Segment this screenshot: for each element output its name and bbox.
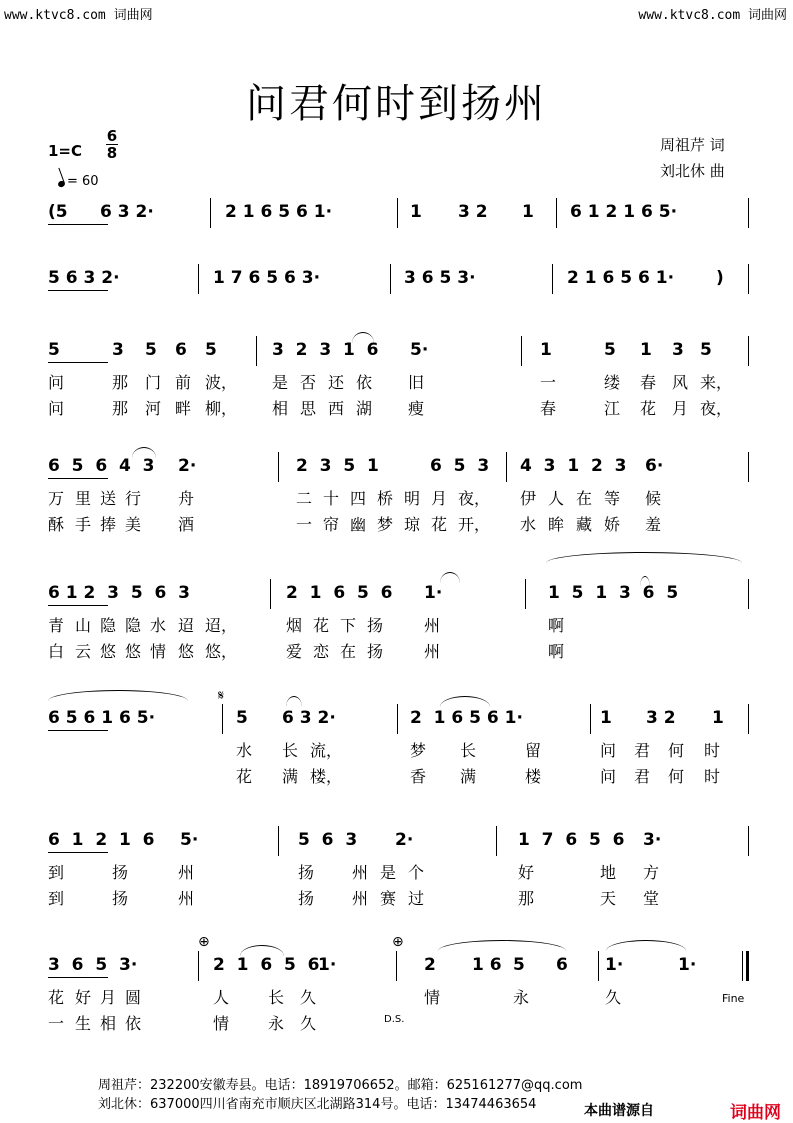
slur-arc: [546, 552, 742, 563]
barline: [552, 264, 553, 294]
notation-row: [48, 202, 748, 232]
barline: [748, 826, 749, 856]
lyric-syllable: 里: [75, 489, 92, 508]
notation-row: [48, 583, 748, 613]
lyric-syllable: 好: [518, 863, 535, 882]
lyric-syllable: 前: [175, 373, 192, 392]
barline: [748, 336, 749, 366]
lyric-syllable: 白: [48, 642, 65, 661]
barline: [278, 826, 279, 856]
note-group: 6 5 6 4 3: [48, 456, 155, 476]
barline: [256, 336, 257, 366]
lyric-syllable: 问: [48, 373, 65, 392]
note-group: 2 1 6 5 6: [286, 583, 393, 603]
note-group: 1: [712, 708, 724, 728]
barline: [397, 704, 398, 734]
lyric-syllable: 明: [404, 489, 421, 508]
lyric-syllable: 烟: [286, 616, 303, 635]
lyric-syllable: 迢，: [205, 616, 238, 635]
barline: [506, 452, 507, 482]
barline: [496, 826, 497, 856]
lyric-syllable: 否: [300, 373, 317, 392]
lyric-syllable: 长: [460, 741, 477, 760]
time-signature: [106, 128, 118, 161]
note-group: 3: [112, 340, 124, 360]
lyric-syllable: 楼: [525, 767, 542, 786]
lyric-syllable: 悠，: [205, 642, 238, 661]
barline: [556, 198, 557, 228]
notation-row: [48, 268, 748, 298]
lyric-syllable: 君: [634, 767, 651, 786]
lyric-syllable: 扬: [367, 616, 384, 635]
note-group: 1 7 6 5 6: [518, 830, 625, 850]
lyric-syllable: 问: [600, 741, 617, 760]
lyric-syllable: 问: [48, 399, 65, 418]
lyric-syllable: 江: [604, 399, 621, 418]
note-group: 6·: [645, 456, 664, 476]
note-group: 2 1 6 5 6 1·: [410, 708, 523, 728]
lyric-syllable: 月: [100, 988, 117, 1007]
note-group: 6 1 2 3 5 6 3: [48, 583, 190, 603]
barline: [748, 704, 749, 734]
lyric-syllable: 那: [518, 889, 535, 908]
footer-line-composer: 刘北休：637000四川省南充市顺庆区北湖路314号。电话：13474463654: [98, 1097, 537, 1112]
note-group: 5: [205, 340, 217, 360]
note-group: 6: [175, 340, 187, 360]
note-group: 1·: [605, 955, 624, 975]
lyric-syllable: 月: [672, 399, 689, 418]
slur-arc: [352, 332, 374, 343]
slur-arc: [438, 940, 566, 951]
lyric-syllable: 生: [75, 1014, 92, 1033]
lyric-syllable: 悠: [125, 642, 142, 661]
slur-arc: [440, 572, 460, 583]
barline: [210, 198, 211, 228]
lyric-syllable: 香: [410, 767, 427, 786]
beam-line: [48, 478, 108, 479]
beam-line: [48, 852, 108, 853]
note-group: 6 3 2·: [100, 202, 154, 222]
lyric-syllable: 留: [525, 741, 542, 760]
segno-icon: 𝄋: [218, 688, 225, 704]
lyric-syllable: 久: [300, 1014, 317, 1033]
notation-row: [48, 456, 748, 486]
note-group: 2 1 6 5 6 1·: [567, 268, 675, 288]
lyric-syllable: 君: [634, 741, 651, 760]
note-group: 6 5 6 1 6 5·: [48, 708, 156, 728]
lyric-syllable: 扬: [112, 889, 129, 908]
lyric-syllable: 美: [125, 515, 142, 534]
lyric-syllable: 情: [424, 988, 441, 1007]
lyric-syllable: 畔: [175, 399, 192, 418]
final-barline: [746, 951, 749, 981]
lyric-syllable: 旧: [408, 373, 425, 392]
note-group: 1: [600, 708, 612, 728]
lyric-syllable: 青: [48, 616, 65, 635]
lyricist-credit: 周祖芹 词: [660, 136, 725, 154]
lyric-syllable: 春: [540, 399, 557, 418]
slur-arc: [240, 945, 284, 956]
source-label: 本曲谱源自: [584, 1103, 654, 1119]
note-group: 5: [145, 340, 157, 360]
lyric-syllable: 是: [272, 373, 289, 392]
barline: [222, 704, 223, 734]
lyric-syllable: 隐: [125, 616, 142, 635]
note-group: 3 2: [646, 708, 676, 728]
beam-line: [48, 977, 108, 978]
lyric-syllable: 满: [460, 767, 477, 786]
lyric-syllable: 堂: [643, 889, 660, 908]
lyric-syllable: 帘: [323, 515, 340, 534]
lyric-syllable: 等: [604, 489, 621, 508]
note-group: 6 3 2·: [282, 708, 336, 728]
lyric-syllable: 那: [112, 373, 129, 392]
note-group: ): [716, 268, 724, 288]
lyric-syllable: 久: [605, 988, 622, 1007]
lyric-syllable: 州: [178, 889, 195, 908]
beam-line: [48, 290, 108, 291]
lyric-syllable: 永: [268, 1014, 285, 1033]
coda-icon: ⊕: [198, 934, 210, 950]
lyric-syllable: 赛: [380, 889, 397, 908]
note-group: 3 6 5 3·: [48, 955, 138, 975]
note-group: 3: [672, 340, 684, 360]
lyric-syllable: 在: [576, 489, 593, 508]
lyric-syllable: 梦: [377, 515, 394, 534]
barline: [397, 198, 398, 228]
lyric-syllable: 相: [100, 1014, 117, 1033]
lyric-syllable: 州: [352, 889, 369, 908]
barline: [748, 198, 749, 228]
key-signature: 1=C: [48, 142, 83, 160]
tempo-marking: [58, 174, 99, 189]
lyric-syllable: 花: [431, 515, 448, 534]
note-group: 6: [556, 955, 568, 975]
lyric-syllable: 云: [75, 642, 92, 661]
final-barline: [742, 951, 743, 981]
lyric-syllable: 候: [645, 489, 662, 508]
lyric-syllable: 伊: [520, 489, 537, 508]
lyric-syllable: 依: [356, 373, 373, 392]
lyric-syllable: 酥: [48, 515, 65, 534]
note-group: 1 7 6 5 6 3·: [213, 268, 321, 288]
lyric-syllable: 万: [48, 489, 65, 508]
lyric-syllable: 花: [48, 988, 65, 1007]
barline: [278, 452, 279, 482]
lyric-syllable: 梦: [410, 741, 427, 760]
lyric-syllable: 水: [150, 616, 167, 635]
lyric-syllable: 门: [145, 373, 162, 392]
note-group: 3 6 5 3·: [404, 268, 476, 288]
barline: [748, 452, 749, 482]
note-group: 2: [424, 955, 436, 975]
lyric-syllable: 隐: [100, 616, 117, 635]
note-group: 6 5 3: [430, 456, 490, 476]
lyric-syllable: 时: [704, 767, 721, 786]
lyric-syllable: 十: [323, 489, 340, 508]
lyric-syllable: 个: [408, 863, 425, 882]
fine-mark: Fine: [722, 992, 745, 1005]
note-group: 1: [540, 340, 552, 360]
barline: [598, 951, 599, 981]
lyric-syllable: 扬: [112, 863, 129, 882]
lyric-syllable: 流，: [310, 741, 343, 760]
slur-arc: [286, 696, 302, 707]
barline: [748, 579, 749, 609]
ds-mark: D.S.: [384, 1014, 405, 1025]
note-group: (5: [48, 202, 68, 222]
note-group: 1: [640, 340, 652, 360]
lyric-syllable: 问: [600, 767, 617, 786]
lyric-syllable: 羞: [645, 515, 662, 534]
lyric-syllable: 情: [150, 642, 167, 661]
lyric-syllable: 州: [424, 642, 441, 661]
note-group: 2·: [178, 456, 197, 476]
note-group: 1: [410, 202, 422, 222]
beam-line: [48, 605, 108, 606]
barline: [748, 264, 749, 294]
lyric-syllable: 手: [75, 515, 92, 534]
lyric-syllable: 水: [520, 515, 537, 534]
lyric-syllable: 娇: [604, 515, 621, 534]
lyric-syllable: 捧: [100, 515, 117, 534]
note-group: 4 3 1 2 3: [520, 456, 627, 476]
barline: [396, 951, 397, 981]
note-group: 3 2: [458, 202, 488, 222]
lyric-syllable: 瘦: [408, 399, 425, 418]
lyric-syllable: 眸: [548, 515, 565, 534]
lyric-syllable: 夜，: [458, 489, 491, 508]
slur-arc: [640, 576, 650, 587]
lyric-syllable: 还: [328, 373, 345, 392]
lyric-syllable: 桥: [377, 489, 394, 508]
note-group: 5: [513, 955, 525, 975]
watermark-left: www.ktvc8.com 词曲网: [4, 8, 153, 23]
note-group: 5·: [410, 340, 429, 360]
barline: [525, 579, 526, 609]
lyric-syllable: 到: [48, 889, 65, 908]
lyric-syllable: 送: [100, 489, 117, 508]
note-group: 2·: [395, 830, 414, 850]
lyric-syllable: 地: [600, 863, 617, 882]
note-group: 1·: [678, 955, 697, 975]
lyric-syllable: 到: [48, 863, 65, 882]
lyric-syllable: 二: [296, 489, 313, 508]
lyric-syllable: 开，: [458, 515, 491, 534]
lyric-syllable: 楼，: [310, 767, 343, 786]
lyric-syllable: 春: [640, 373, 657, 392]
lyric-syllable: 花: [640, 399, 657, 418]
notation-row: [48, 955, 748, 985]
slur-arc: [132, 447, 156, 458]
lyric-syllable: 扬: [298, 863, 315, 882]
lyric-syllable: 风: [672, 373, 689, 392]
barline: [590, 704, 591, 734]
lyric-syllable: 满: [282, 767, 299, 786]
note-group: 5: [700, 340, 712, 360]
lyric-syllable: 长: [268, 988, 285, 1007]
note-group: 1 6: [472, 955, 502, 975]
lyric-syllable: 花: [236, 767, 253, 786]
beam-line: [48, 224, 108, 225]
lyric-syllable: 悠: [178, 642, 195, 661]
lyric-syllable: 人: [548, 489, 565, 508]
tempo-value: = 60: [67, 174, 99, 189]
lyric-syllable: 何: [668, 741, 685, 760]
note-group: 2 3 5 1: [296, 456, 379, 476]
meter-top: 6: [106, 127, 118, 145]
footer-line-lyricist: 周祖芹：232200安徽寿县。电话：18919706652。邮箱：625161277@qq.com: [98, 1078, 583, 1093]
note-group: 3·: [643, 830, 662, 850]
lyric-syllable: 一: [48, 1014, 65, 1033]
note-group: 5: [48, 340, 60, 360]
notation-row: [48, 830, 748, 860]
lyric-syllable: 那: [112, 399, 129, 418]
barline: [390, 264, 391, 294]
quarter-note-icon: [57, 180, 66, 188]
beam-line: [48, 362, 108, 363]
lyric-syllable: 是: [380, 863, 397, 882]
lyric-syllable: 方: [643, 863, 660, 882]
lyric-syllable: 州: [352, 863, 369, 882]
lyric-syllable: 来，: [700, 373, 733, 392]
lyric-syllable: 河: [145, 399, 162, 418]
note-group: 2 1 6 5 6: [213, 955, 320, 975]
lyric-syllable: 天: [600, 889, 617, 908]
lyric-syllable: 过: [408, 889, 425, 908]
lyric-syllable: 爱: [286, 642, 303, 661]
meter-bottom: 8: [106, 144, 118, 162]
lyric-syllable: 人: [213, 988, 230, 1007]
lyric-syllable: 恋: [313, 642, 330, 661]
lyric-syllable: 悠: [100, 642, 117, 661]
lyric-syllable: 迢: [178, 616, 195, 635]
note-group: 3 2 3 1 6: [272, 340, 379, 360]
note-group: 5: [236, 708, 248, 728]
lyric-syllable: 水: [236, 741, 253, 760]
lyric-syllable: 一: [540, 373, 557, 392]
note-group: 2 1 6 5 6 1·: [225, 202, 333, 222]
lyric-syllable: 州: [178, 863, 195, 882]
note-group: 1·: [424, 583, 443, 603]
lyric-syllable: 圆: [125, 988, 142, 1007]
lyric-syllable: 西: [328, 399, 345, 418]
note-group: 5 6 3 2·: [48, 268, 120, 288]
note-group: 1 5 1 3 6 5: [548, 583, 679, 603]
lyric-syllable: 月: [431, 489, 448, 508]
lyric-syllable: 舟: [178, 489, 195, 508]
slur-arc: [606, 940, 686, 951]
lyric-syllable: 久: [300, 988, 317, 1007]
slur-arc: [48, 690, 188, 701]
watermark-right: www.ktvc8.com 词曲网: [638, 8, 787, 23]
lyric-syllable: 好: [75, 988, 92, 1007]
lyric-syllable: 长: [282, 741, 299, 760]
barline: [198, 951, 199, 981]
lyric-syllable: 依: [125, 1014, 142, 1033]
lyric-syllable: 柳，: [205, 399, 238, 418]
lyric-syllable: 琼: [404, 515, 421, 534]
lyric-syllable: 一: [296, 515, 313, 534]
lyric-syllable: 行: [125, 489, 142, 508]
lyric-syllable: 湖: [356, 399, 373, 418]
composer-credit: 刘北休 曲: [660, 162, 725, 180]
lyric-syllable: 夜，: [700, 399, 733, 418]
site-logo: 词曲网: [730, 1103, 781, 1123]
note-group: 5: [604, 340, 616, 360]
barline: [198, 264, 199, 294]
lyric-syllable: 啊: [548, 642, 565, 661]
lyric-syllable: 扬: [298, 889, 315, 908]
note-group: 6 1 2 1 6 5·: [570, 202, 678, 222]
lyric-syllable: 下: [340, 616, 357, 635]
lyric-syllable: 花: [313, 616, 330, 635]
slur-arc: [440, 696, 490, 707]
lyric-syllable: 相: [272, 399, 289, 418]
lyric-syllable: 山: [75, 616, 92, 635]
lyric-syllable: 情: [213, 1014, 230, 1033]
note-group: 5·: [180, 830, 199, 850]
lyric-syllable: 州: [424, 616, 441, 635]
note-group: 1·: [318, 955, 337, 975]
lyric-syllable: 永: [513, 988, 530, 1007]
note-group: 6 1 2 1 6: [48, 830, 155, 850]
lyric-syllable: 思: [300, 399, 317, 418]
lyric-syllable: 幽: [350, 515, 367, 534]
barline: [270, 579, 271, 609]
notation-row: [48, 340, 748, 370]
page-title: 问君何时到扬州: [246, 81, 547, 127]
beam-line: [48, 730, 108, 731]
lyric-syllable: 波，: [205, 373, 238, 392]
lyric-syllable: 何: [668, 767, 685, 786]
lyric-syllable: 在: [340, 642, 357, 661]
barline: [521, 336, 522, 366]
note-group: 5 6 3: [298, 830, 358, 850]
lyric-syllable: 缕: [604, 373, 621, 392]
lyric-syllable: 酒: [178, 515, 195, 534]
lyric-syllable: 时: [704, 741, 721, 760]
lyric-syllable: 藏: [576, 515, 593, 534]
note-group: 1: [522, 202, 534, 222]
lyric-syllable: 扬: [367, 642, 384, 661]
coda-icon: ⊕: [392, 934, 404, 950]
lyric-syllable: 四: [350, 489, 367, 508]
notation-row: [48, 708, 748, 738]
lyric-syllable: 啊: [548, 616, 565, 635]
